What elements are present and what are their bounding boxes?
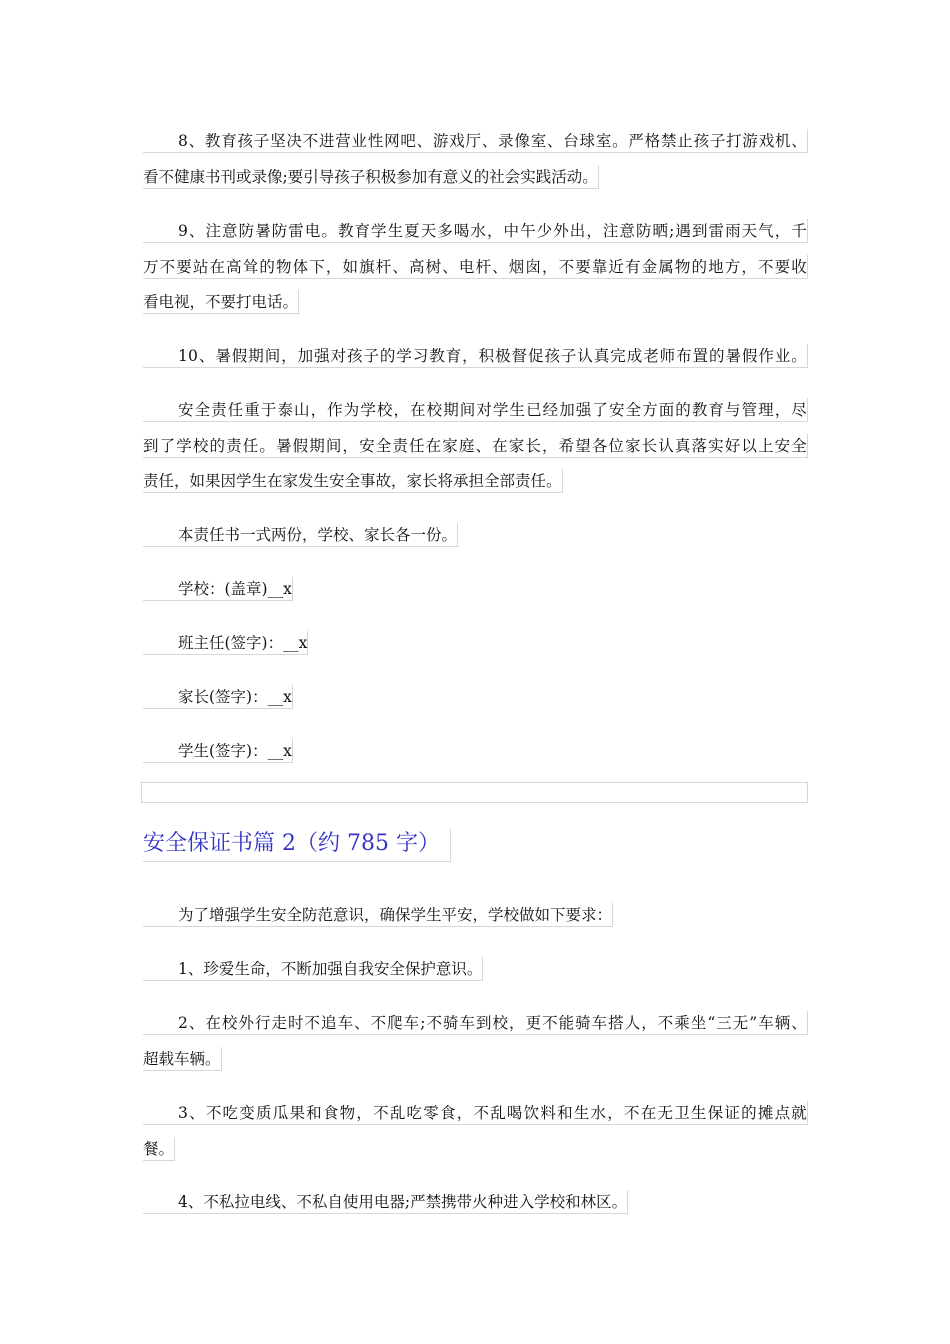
text-line: 2、在校外行走时不追车、不爬车;不骑车到校，更不能骑车搭人，不乘坐“三无”车辆、 — [143, 1011, 808, 1035]
section-heading: 安全保证书篇 2（约 785 字） — [143, 829, 451, 862]
text-line: 安全责任重于泰山，作为学校，在校期间对学生已经加强了安全方面的教育与管理，尽 — [143, 398, 808, 422]
text-line: 看不健康书刊或录像;要引导孩子积极参加有意义的社会实践活动。 — [143, 165, 599, 189]
signature-parent: 家长(签字)：__x — [143, 685, 293, 709]
signature-school: 学校：(盖章)__x — [143, 577, 293, 601]
text-line: 餐。 — [143, 1137, 175, 1161]
paragraph-rule-4: 4、不私拉电线、不私自使用电器;严禁携带火种进入学校和林区。 — [143, 1190, 628, 1214]
signature-student: 学生(签字)：__x — [143, 739, 293, 763]
text-line: 万不要站在高耸的物体下，如旗杆、高树、电杆、烟囱，不要靠近有金属物的地方，不要收 — [143, 255, 808, 279]
text-line: 9、注意防暑防雷电。教育学生夏天多喝水，中午少外出，注意防晒;遇到雷雨天气，千 — [143, 219, 808, 243]
text-line: 3、不吃变质瓜果和食物，不乱吃零食，不乱喝饮料和生水，不在无卫生保证的摊点就 — [143, 1101, 808, 1125]
text-line: 责任，如果因学生在家发生安全事故，家长将承担全部责任。 — [143, 469, 563, 493]
signature-teacher: 班主任(签字)：__x — [143, 631, 308, 655]
text-line: 看电视，不要打电话。 — [143, 290, 299, 314]
section-divider — [141, 782, 808, 803]
text-line: 8、教育孩子坚决不进营业性网吧、游戏厅、录像室、台球室。严格禁止孩子打游戏机、 — [143, 129, 808, 153]
text-line: 到了学校的责任。暑假期间，安全责任在家庭、在家长，希望各位家长认真落实好以上安全 — [143, 434, 808, 458]
paragraph-copies: 本责任书一式两份，学校、家长各一份。 — [143, 523, 458, 547]
paragraph-intro: 为了增强学生安全防范意识，确保学生平安，学校做如下要求： — [143, 903, 613, 927]
text-line: 超载车辆。 — [143, 1047, 222, 1071]
paragraph-item-10: 10、暑假期间，加强对孩子的学习教育，积极督促孩子认真完成老师布置的暑假作业。 — [143, 344, 808, 368]
paragraph-rule-1: 1、珍爱生命，不断加强自我安全保护意识。 — [143, 957, 483, 981]
